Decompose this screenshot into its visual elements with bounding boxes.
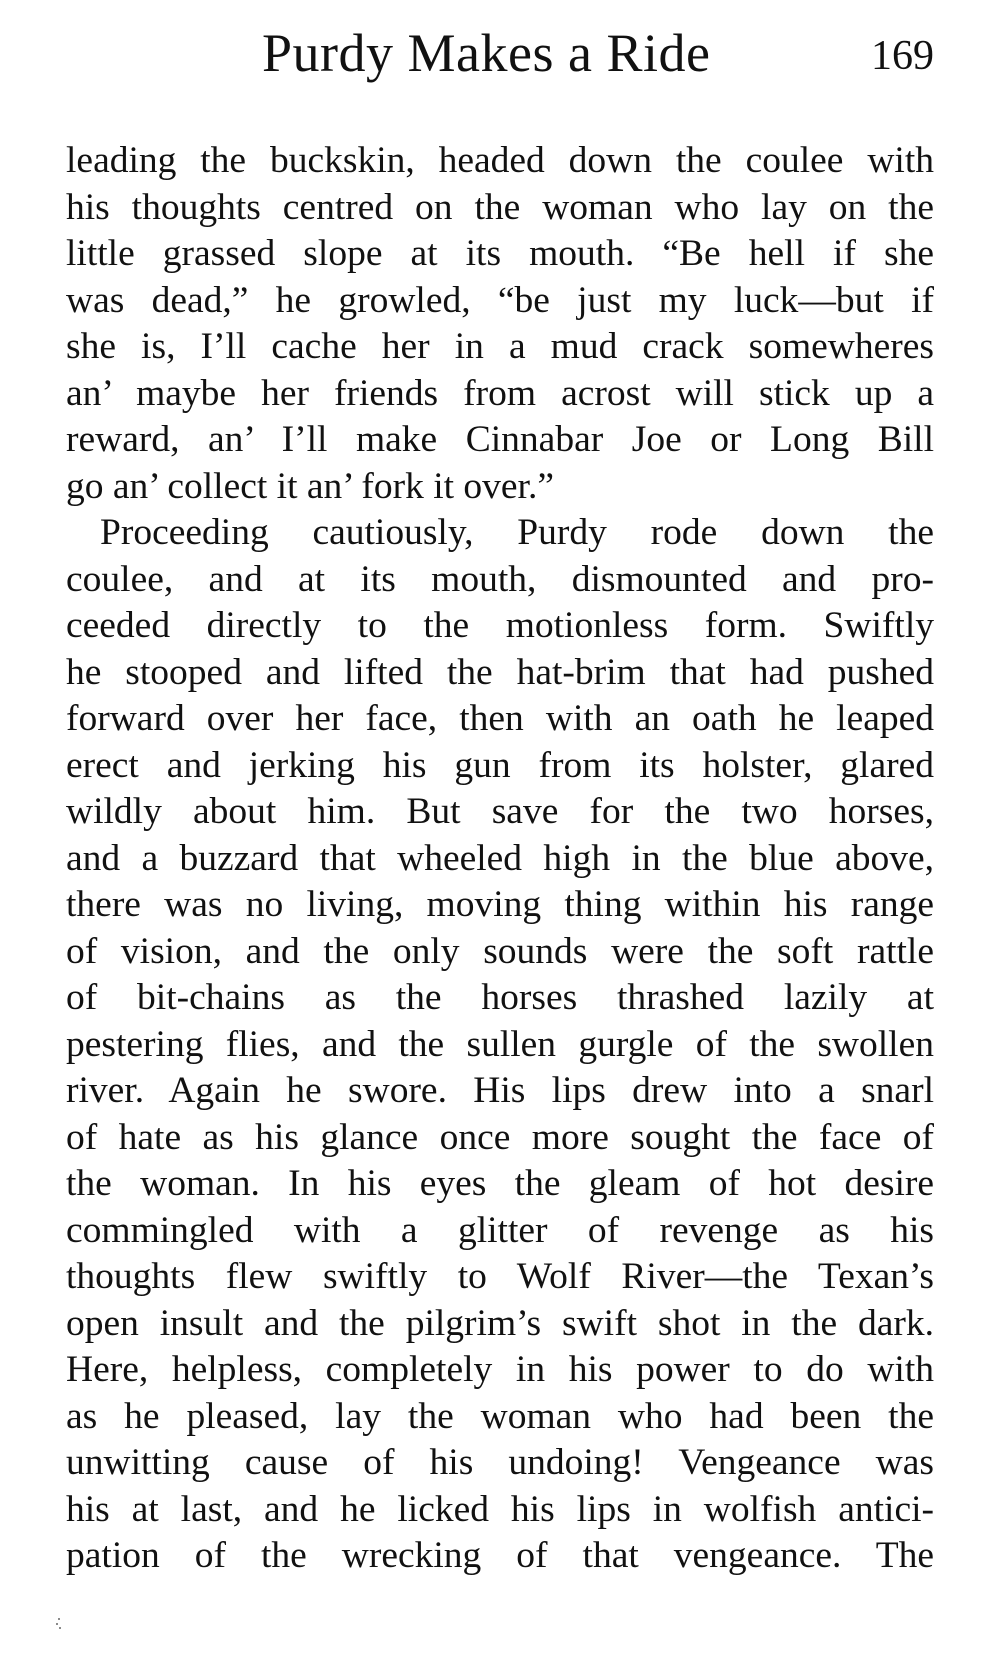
- text-line: of vision, and the only sounds were the soft rattle: [66, 930, 934, 972]
- text-line: thoughts flew swiftly to Wolf River—the Texan’s: [66, 1256, 934, 1297]
- text-line: open insult and the pilgrim’s swift shot in the dark.: [66, 1302, 934, 1344]
- text-line: coulee, and at its mouth, dismounted and pro-: [66, 558, 934, 600]
- text-line: an’ maybe her friends from acrost will stick up a: [66, 372, 934, 414]
- text-line: Here, helpless, completely in his power to do with: [66, 1349, 934, 1390]
- text-line: unwitting cause of his undoing! Vengeance was: [66, 1442, 934, 1483]
- text-line: commingled with a glitter of revenge as his: [66, 1209, 934, 1251]
- text-line: leading the buckskin, headed down the coulee with: [66, 140, 934, 181]
- text-line: he stooped and lifted the hat-brim that had pushed: [66, 651, 934, 693]
- text-line: of hate as his glance once more sought the face of: [66, 1116, 934, 1158]
- scan-speck: [56, 1618, 62, 1632]
- text-line: pation of the wrecking of that vengeance. The: [66, 1535, 934, 1576]
- text-line: river. Again he swore. His lips drew into a snarl: [66, 1070, 934, 1111]
- paragraph-start-line: Proceeding cautiously, Purdy rode down the: [100, 512, 934, 553]
- text-line: go an’ collect it an’ fork it over.”: [66, 465, 554, 507]
- running-head: [0, 22, 1000, 92]
- text-line: she is, I’ll cache her in a mud crack somewheres: [66, 326, 934, 367]
- text-line: his at last, and he licked his lips in wolfish antici-: [66, 1488, 934, 1530]
- text-line: ceeded directly to the motionless form. Swiftly: [66, 605, 934, 646]
- text-line: and a buzzard that wheeled high in the blue above,: [66, 837, 934, 879]
- page-number: 169: [871, 33, 934, 79]
- text-line: as he pleased, lay the woman who had been the: [66, 1395, 934, 1437]
- text-line: his thoughts centred on the woman who lay on the: [66, 186, 934, 228]
- text-line: of bit-chains as the horses thrashed lazily at: [66, 977, 934, 1018]
- text-line: wildly about him. But save for the two horses,: [66, 791, 934, 832]
- text-line: reward, an’ I’ll make Cinnabar Joe or Long Bill: [66, 419, 934, 460]
- text-line: pestering flies, and the sullen gurgle of the swollen: [66, 1023, 934, 1065]
- text-line: little grassed slope at its mouth. “Be hell if she: [66, 233, 934, 274]
- text-line: was dead,” he growled, “be just my luck—but if: [66, 279, 934, 321]
- text-line: erect and jerking his gun from its holster, glared: [66, 744, 934, 786]
- text-line: there was no living, moving thing within his range: [66, 884, 934, 925]
- chapter-title: Purdy Makes a Ride: [262, 23, 711, 83]
- body-text: [66, 138, 934, 1580]
- text-line: the woman. In his eyes the gleam of hot desire: [66, 1163, 934, 1204]
- text-line: forward over her face, then with an oath he leaped: [66, 698, 934, 739]
